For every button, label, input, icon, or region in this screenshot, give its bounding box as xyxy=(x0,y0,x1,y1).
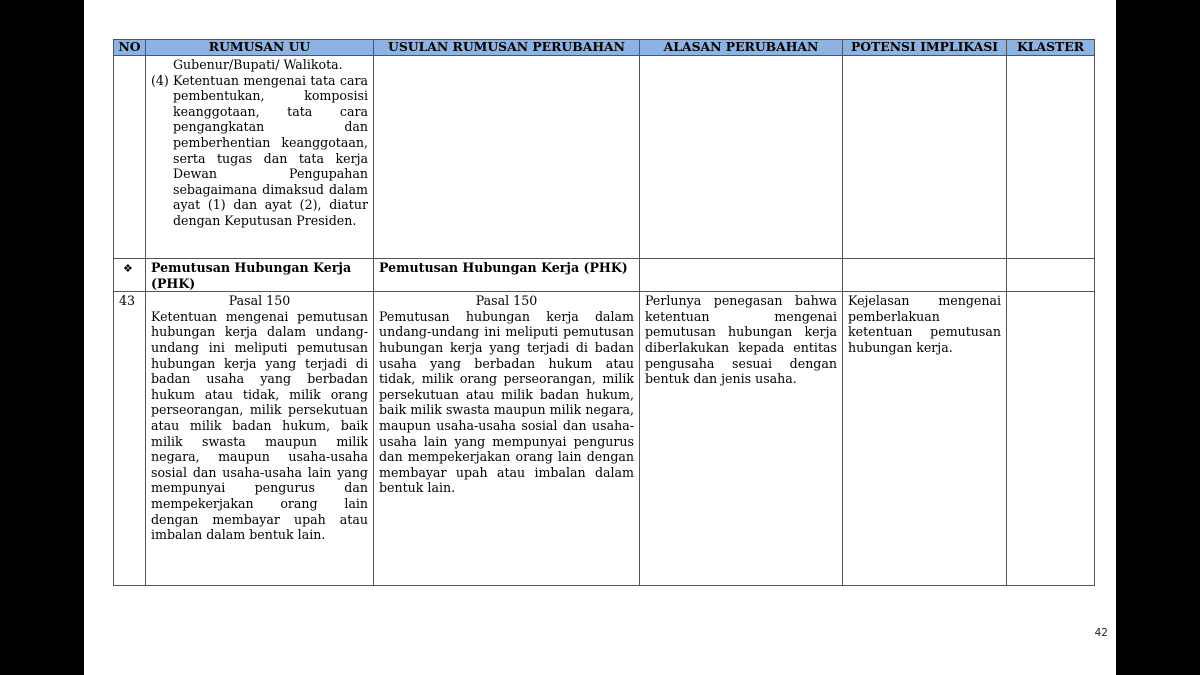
header-usulan: USULAN RUMUSAN PERUBAHAN xyxy=(374,40,640,56)
section-title-rumusan: Pemutusan Hubungan Kerja (PHK) xyxy=(146,259,374,292)
header-klaster: KLASTER xyxy=(1007,40,1095,56)
cell-usulan xyxy=(374,292,640,586)
cell-klaster xyxy=(1007,292,1095,586)
list-item-text: Ketentuan mengenai tata cara pembentukan, komposisi keanggotaan, tata cara pengangkatan dan pemberhentian keanggotaan, serta tugas dan tata kerja Dewan Pengupahan sebagaimana dimaksud dalam ayat (1) dan ayat (2), diatur dengan Keputusan Presiden. xyxy=(173,72,368,228)
page-number: 42 xyxy=(1094,627,1108,639)
cell-potensi xyxy=(843,56,1007,259)
section-title-usulan: Pemutusan Hubungan Kerja (PHK) xyxy=(374,259,640,292)
cell-usulan xyxy=(374,56,640,259)
cell-klaster xyxy=(1007,56,1095,259)
header-potensi: POTENSI IMPLIKASI xyxy=(843,40,1007,56)
cell-rumusan-uu xyxy=(146,292,374,586)
document-page xyxy=(84,0,1116,675)
cell-rumusan-uu xyxy=(146,56,374,259)
diamond-bullet-icon: ❖ xyxy=(123,262,133,275)
article-text: Ketentuan mengenai pemutusan hubungan kerja dalam undang-undang ini meliputi pemutusan hubungan kerja yang terjadi di badan usaha yang berbadan hukum atau tidak, milik orang perseorangan, milik persekutuan atau milik badan hukum, baik milik swasta maupun milik negara, maupun usaha-usaha sosial dan usaha-usaha lain yang mempunyai pengurus dan mempekerjakan orang lain dengan membayar upah atau imbalan dalam bentuk lain. xyxy=(151,308,368,543)
header-rumusan-uu: RUMUSAN UU xyxy=(146,40,374,56)
cell-potensi: Kejelasan mengenai pemberlakuan ketentuan pemutusan hubungan kerja. xyxy=(843,292,1007,586)
cell-klaster xyxy=(1007,259,1095,292)
cell-potensi xyxy=(843,259,1007,292)
article-heading: Pasal 150 xyxy=(228,293,291,309)
cell-alasan xyxy=(640,259,843,292)
cell-no xyxy=(114,56,146,259)
header-no: NO xyxy=(114,40,146,56)
article-text: Pemutusan hubungan kerja dalam undang-undang ini meliputi pemutusan hubungan kerja yang terjadi di badan usaha yang berbadan hukum atau tidak, milik orang perseorangan, milik persekutuan atau milik badan hukum, baik milik swasta maupun milik negara, maupun usaha-usaha sosial dan usaha-usaha lain yang mempunyai pengurus dan mempekerjakan orang lain dengan membayar upah atau imbalan dalam bentuk lain. xyxy=(379,308,634,496)
table-row-continuation xyxy=(114,56,1095,259)
list-item-number: (4) xyxy=(151,72,169,88)
revision-table xyxy=(113,39,1095,586)
rumusan-continued-line: Gubenur/Bupati/ Walikota. xyxy=(173,57,343,72)
cell-alasan xyxy=(640,56,843,259)
header-row xyxy=(114,40,1095,56)
cell-no xyxy=(114,259,146,292)
cell-no: 43 xyxy=(114,292,146,586)
rumusan-list-item xyxy=(151,73,368,229)
table-row-43 xyxy=(114,292,1095,586)
table-row-section xyxy=(114,259,1095,292)
cell-alasan: Perlunya penegasan bahwa ketentuan mengenai pemutusan hubungan kerja diberlakukan kepada entitas pengusaha sesuai dengan bentuk dan jenis usaha. xyxy=(640,292,843,586)
article-heading: Pasal 150 xyxy=(475,293,538,309)
header-alasan: ALASAN PERUBAHAN xyxy=(640,40,843,56)
